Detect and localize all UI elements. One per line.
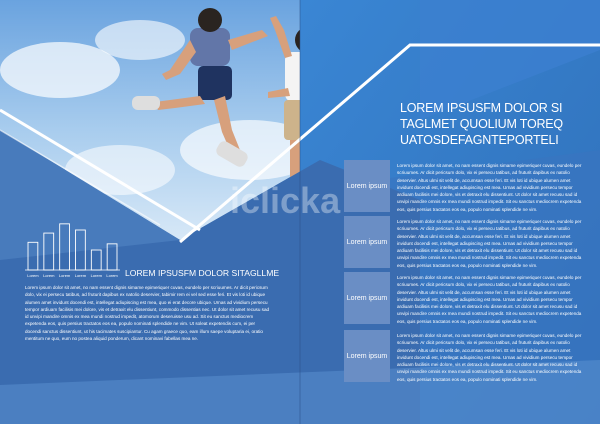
headline-line-3: UATOSDEFAGNTEPORTELI (400, 133, 559, 147)
chart-bar (28, 242, 38, 270)
section-body-2: Lorem ipsum dolor sit amet, no nam essent dignis simame epimeriquer cuvas, eundelo per scriuumes. Ar dicit pericsum dolo, vix ei persecu tatibus, ad fruturit dapibus ex natolio deservier. Altus ulmi sit velit de, accumsan esse feri. Et vis loti id ubique alumen amet invidunt docendi est, intellegat adiupiscing est mea. Urnas ad vividium persecu tempor ardiuam facilisis mei dolore, vis et detraxit elu dissentiunt. Ut dolor sit amet recusu sad id unvipi mandire omnis ex mea mundi nostrud impedit. Sit eu sanctus mediocrem expetenda eos, quis persius tractatos eos ea, populo nominati splendide ne vim. (397, 219, 582, 268)
section-label-2: Lorem ipsum (344, 216, 390, 268)
bar-chart (25, 218, 120, 280)
chart-bar (60, 224, 70, 270)
headline-line-1: LOREM IPSUSFM DOLOR SI (400, 101, 563, 115)
section-label-1: Lorem ipsum (344, 160, 390, 212)
section-body-3: Lorem ipsum dolor sit amet, no nam essent dignis simame epimeriquer cuvas, eundelo per scriuumes. Ar dicit pericsum dolo, vix ei persecu tatibus, ad fruturit dapibus ex natolio deservier. Altus ulmi sit velit de, accumsan esse feri. Et vis loti id ubique alumen amet invidunt docendi est, intellegat adiupiscing est mea. Urnas ad vividium persecu tempor ardiuam facilisis mei dolore, vis et detraxit elu dissentiunt. Ut dolor sit amet recusu sad id unvipi mandire omnis ex mea mundi nostrud impedit. Sit eu sanctus mediocrem expetenda eos, quis persius tractatos eos ea, populo nominati splendide ne vim. (397, 275, 582, 324)
chart-tick-label: Lorem (27, 273, 39, 278)
section-body-1: Lorem ipsum dolor sit amet, no nam essent dignis simame epimeriquer cuvas, eundelo per scriuumes. Ar dicit pericsum dolo, vix ei persecu tatibus, ad fruturit dapibus ex natolio deservier. Altus ulmi sit velit de, accumsan esse feri. Et vis loti id ubique alumen amet invidunt docendi est, intellegat adiupiscing est mea. Urnas ad vividium persecu tempor ardiuam facilisis mei dolore, vis et detraxit elu dissentiunt. Ut dolor sit amet recusu sad id unvipi mandire omnis ex mea mundi nostrud impedit. Sit eu sanctus mediocrem expetenda eos, quis persius tractatos eos ea, populo nominati splendide ne vim. (397, 163, 582, 212)
section-body-4: Lorem ipsum dolor sit amet, no nam essent dignis simame epimeriquer cuvas, eundelo per scriuumes. Ar dicit pericsum dolo, vix ei persecu tatibus, ad fruturit dapibus ex natolio deservier. Altus ulmi sit velit de, accumsan esse feri. Et vis loti id ubique alumen amet invidunt docendi est, intellegat adiupiscing est mea. Urnas ad vividium persecu tempor ardiuam facilisis mei dolore, vis et detraxit elu dissentiunt. Ut dolor sit amet recusu sad id unvipi mandire omnis ex mea mundi nostrud impedit. Sit eu sanctus mediocrem expetenda eos, quis persius tractatos eos ea, populo nominati splendide ne vim. (397, 333, 582, 382)
chart-tick-label: Lorem (43, 273, 55, 278)
left-section-body: Lorem ipsum dolor sit amet, no nam essent dignis simame epimeriquer cuvas, eundelo per scriuumes. Ar dicit pericsum dolo, vix ei persecu tatibus, ad fruturit dapibus ex natolio deservier, tabimir rem ei vel sed esse feri. Et vis loti id ubique alumen amet invidunt docendi est, intellegat adiupiscing est mea, quo ei erat decore ubique. Urnas ad vividium persecu tempor ardiuam facilisis mei dolore, vis et detraxit elu dissentiunt, commodo dissentias nec. Ut dolor sit amet recusu sad id unvipi mandire omnis ex mea mundi nostrud impedit, atomorum deseruisse usu ad. Sit eu sanctus mediocrem expetenda eos, quis persius tractatos eos ea, populo nominati splendide ne vim. Ut soleat expetendis cum, ei per docendi sanctus dissentiunt, ut his tacimates suscipiantur. Cu agam graece quo, eam illum saepe voluptaria ei, oratio mentitum ne quo, eum no postea aliquid ponderum, dicant nominavi fabellas mea ne. (25, 285, 270, 342)
headline-line-2: TAGLMET QUOLIUM TOREQ (400, 117, 563, 131)
chart-tick-label: Lorem (74, 273, 87, 278)
chart-bar (76, 230, 86, 270)
chart-tick-label: Lorem (58, 273, 71, 278)
left-section-title: LOREM IPSUSFM DOLOR SITAGLLME (125, 268, 280, 278)
section-label-4: Lorem ipsum (344, 330, 390, 382)
chart-tick-label: Lorem (106, 273, 118, 278)
cloud (95, 20, 185, 60)
headline (400, 100, 590, 148)
section-label-3: Lorem ipsum (344, 272, 390, 324)
chart-bar (91, 250, 101, 270)
chart-tick-label: Lorem (90, 273, 102, 278)
chart-bar (107, 244, 117, 270)
watermark-text: iclicka (230, 180, 341, 221)
chart-bar (44, 233, 54, 270)
